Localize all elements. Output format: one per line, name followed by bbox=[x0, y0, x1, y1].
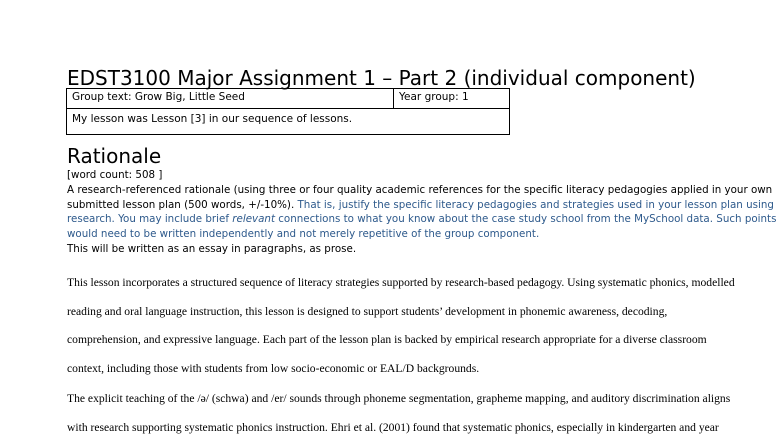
year-group-cell: Year group: 1 bbox=[394, 89, 510, 109]
instruction-emphasis: relevant bbox=[232, 213, 275, 225]
group-text-cell: Group text: Grow Big, Little Seed bbox=[67, 89, 394, 109]
instruction-line: This will be written as an essay in paragraphs, as prose. bbox=[67, 242, 717, 257]
instructions-block bbox=[67, 168, 717, 257]
instruction-line bbox=[67, 198, 717, 213]
paragraph-line: comprehension, and expressive language. Each part of the lesson plan is backed by empirical research appropriate for a diverse classroom bbox=[67, 332, 719, 361]
instruction-line: would need to be written independently and not merely repetitive of the group component. bbox=[67, 227, 717, 242]
lesson-note-cell: My lesson was Lesson [3] in our sequence of lessons. bbox=[67, 109, 510, 135]
instruction-text-blue: That is, justify the specific literacy pedagogies and strategies used in your lesson plan using bbox=[298, 199, 774, 211]
instruction-text-blue: research. You may include brief bbox=[67, 213, 232, 225]
info-table bbox=[66, 88, 510, 135]
document-title: EDST3100 Major Assignment 1 – Part 2 (individual component) bbox=[67, 66, 696, 90]
instruction-line: A research-referenced rationale (using three or four quality academic references for the specific literacy pedagogies applied in your own bbox=[67, 183, 717, 198]
instruction-text-blue: connections to what you know about the case study school from the MySchool data. Such points bbox=[275, 213, 776, 225]
body-paragraph bbox=[67, 391, 719, 448]
instruction-line bbox=[67, 212, 717, 227]
word-count: [word count: 508 ] bbox=[67, 168, 717, 183]
instruction-text: submitted lesson plan (500 words, +/-10%). bbox=[67, 199, 298, 211]
paragraph-line: with research supporting systematic phonics instruction. Ehri et al. (2001) found that systematic phonics, especially in kindergarten and year bbox=[67, 420, 719, 448]
body-paragraph bbox=[67, 275, 719, 389]
paragraph-line: context, including those with students from low socio-economic or EAL/D backgrounds. bbox=[67, 361, 719, 390]
paragraph-line: The explicit teaching of the /ə/ (schwa) and /er/ sounds through phoneme segmentation, grapheme mapping, and auditory discrimination aligns bbox=[67, 391, 719, 420]
paragraph-line: reading and oral language instruction, this lesson is designed to support students’ development in phonemic awareness, decoding, bbox=[67, 304, 719, 333]
section-heading: Rationale bbox=[67, 145, 161, 167]
paragraph-line: This lesson incorporates a structured sequence of literacy strategies supported by research-based pedagogy. Using systematic phonics, modelled bbox=[67, 275, 719, 304]
